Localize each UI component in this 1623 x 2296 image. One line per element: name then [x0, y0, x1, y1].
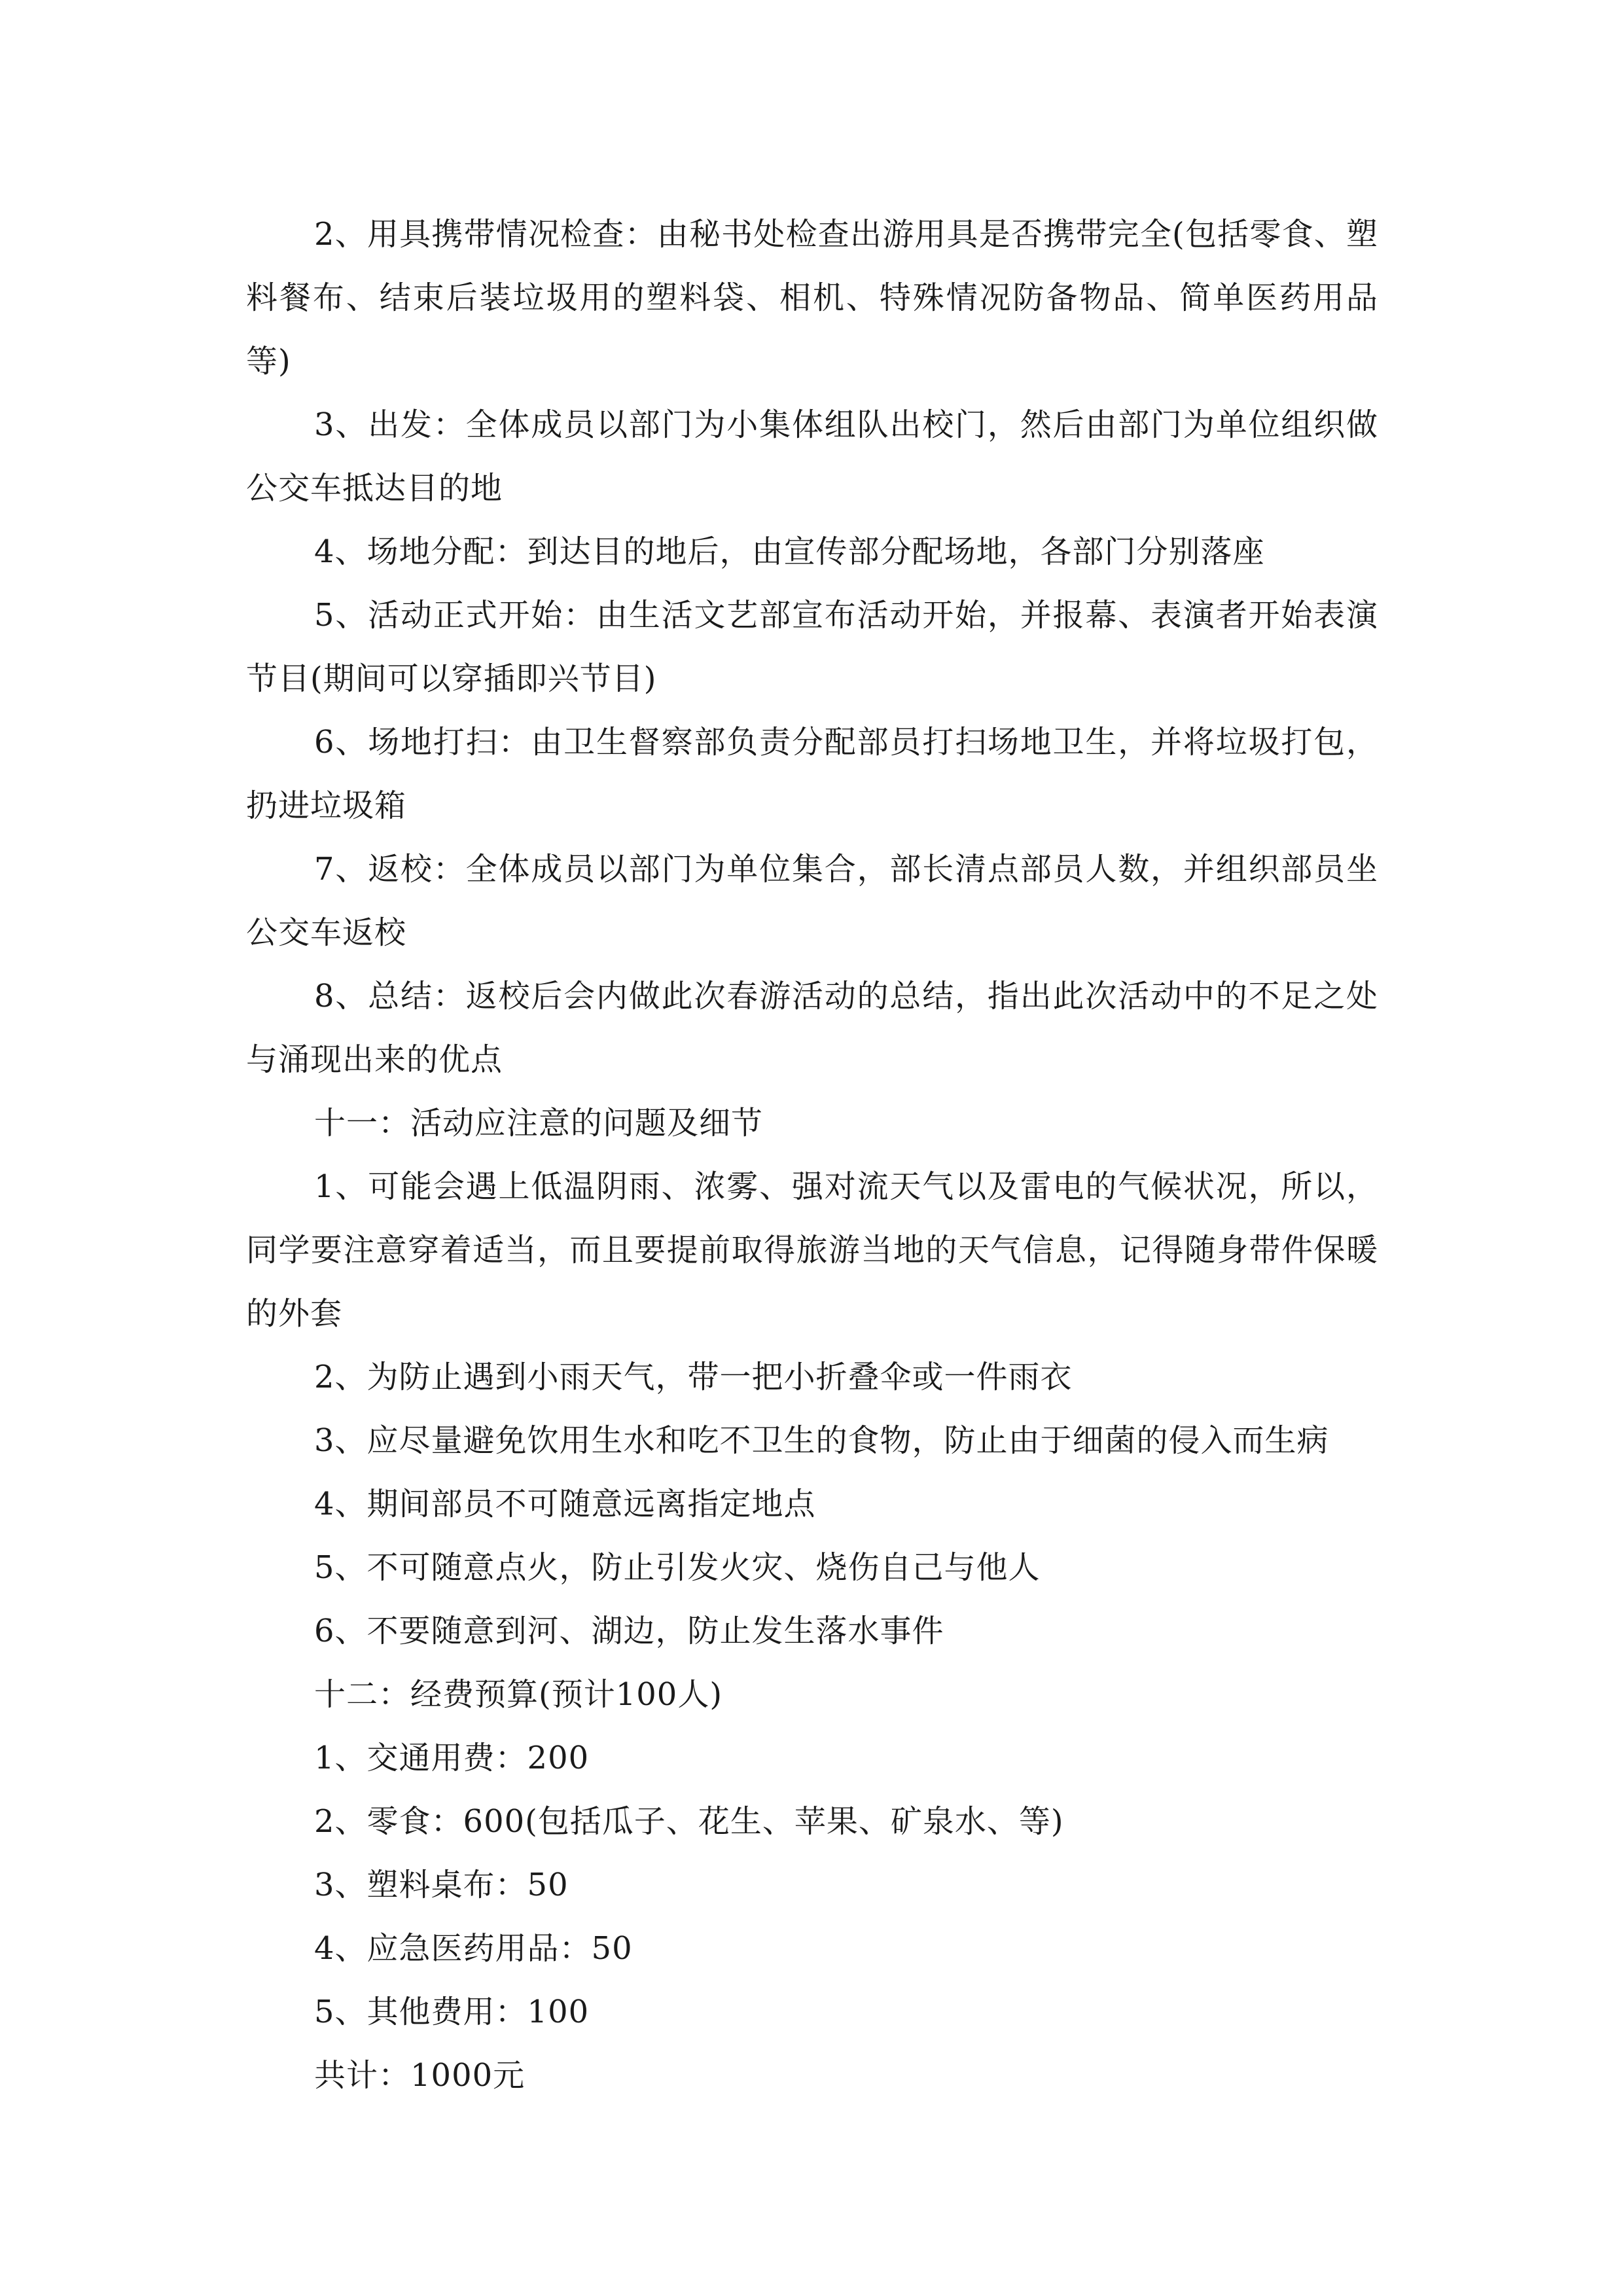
paragraph-note-3-food-safety: 3、应尽量避免饮用生水和吃不卫生的食物，防止由于细菌的侵入而生病 — [314, 1422, 1329, 1459]
budget-item-tablecloth: 3、塑料桌布：50 — [314, 1867, 569, 1903]
paragraph-note-4-stay: 4、期间部员不可随意远离指定地点 — [314, 1486, 816, 1522]
document-body — [246, 203, 1378, 2108]
budget-item-medical: 4、应急医药用品：50 — [314, 1930, 633, 1967]
budget-item-transport: 1、交通用费：200 — [314, 1740, 590, 1776]
paragraph-item-4-site-allocation: 4、场地分配：到达目的地后，由宣传部分配场地，各部门分别落座 — [314, 533, 1265, 570]
paragraph-note-2-rain: 2、为防止遇到小雨天气，带一把小折叠伞或一件雨衣 — [314, 1359, 1073, 1395]
budget-item-other: 5、其他费用：100 — [314, 1994, 590, 2030]
section-heading-eleven: 十一：活动应注意的问题及细节 — [314, 1105, 764, 1141]
paragraph-item-7-return: 7、返校：全体成员以部门为单位集合，部长清点部员人数，并组织部员坐公交车返校 — [246, 851, 1378, 951]
paragraph-note-6-water: 6、不要随意到河、湖边，防止发生落水事件 — [314, 1613, 944, 1649]
section-heading-twelve: 十二：经费预算(预计100人) — [314, 1676, 723, 1713]
paragraph-item-6-site-cleanup: 6、场地打扫：由卫生督察部负责分配部员打扫场地卫生，并将垃圾打包，扔进垃圾箱 — [246, 724, 1378, 824]
paragraph-item-3-departure: 3、出发：全体成员以部门为小集体组队出校门，然后由部门为单位组织做公交车抵达目的地 — [246, 406, 1378, 507]
paragraph-item-2-tools-check: 2、用具携带情况检查：由秘书处检查出游用具是否携带完全(包括零食、塑料餐布、结束后装垃圾用的塑料袋、相机、特殊情况防备物品、简单医药用品等) — [246, 216, 1378, 380]
paragraph-item-5-activity-start: 5、活动正式开始：由生活文艺部宣布活动开始，并报幕、表演者开始表演节目(期间可以穿插即兴节目) — [246, 597, 1378, 697]
budget-item-snacks: 2、零食：600(包括瓜子、花生、苹果、矿泉水、等) — [314, 1803, 1064, 1840]
paragraph-note-1-weather: 1、可能会遇上低温阴雨、浓雾、强对流天气以及雷电的气候状况，所以，同学要注意穿着适当，而且要提前取得旅游当地的天气信息，记得随身带件保暖的外套 — [246, 1168, 1378, 1332]
paragraph-item-8-summary: 8、总结：返校后会内做此次春游活动的总结，指出此次活动中的不足之处与涌现出来的优点 — [246, 978, 1378, 1078]
paragraph-note-5-fire: 5、不可随意点火，防止引发火灾、烧伤自己与他人 — [314, 1549, 1041, 1586]
budget-total: 共计：1000元 — [314, 2057, 526, 2094]
